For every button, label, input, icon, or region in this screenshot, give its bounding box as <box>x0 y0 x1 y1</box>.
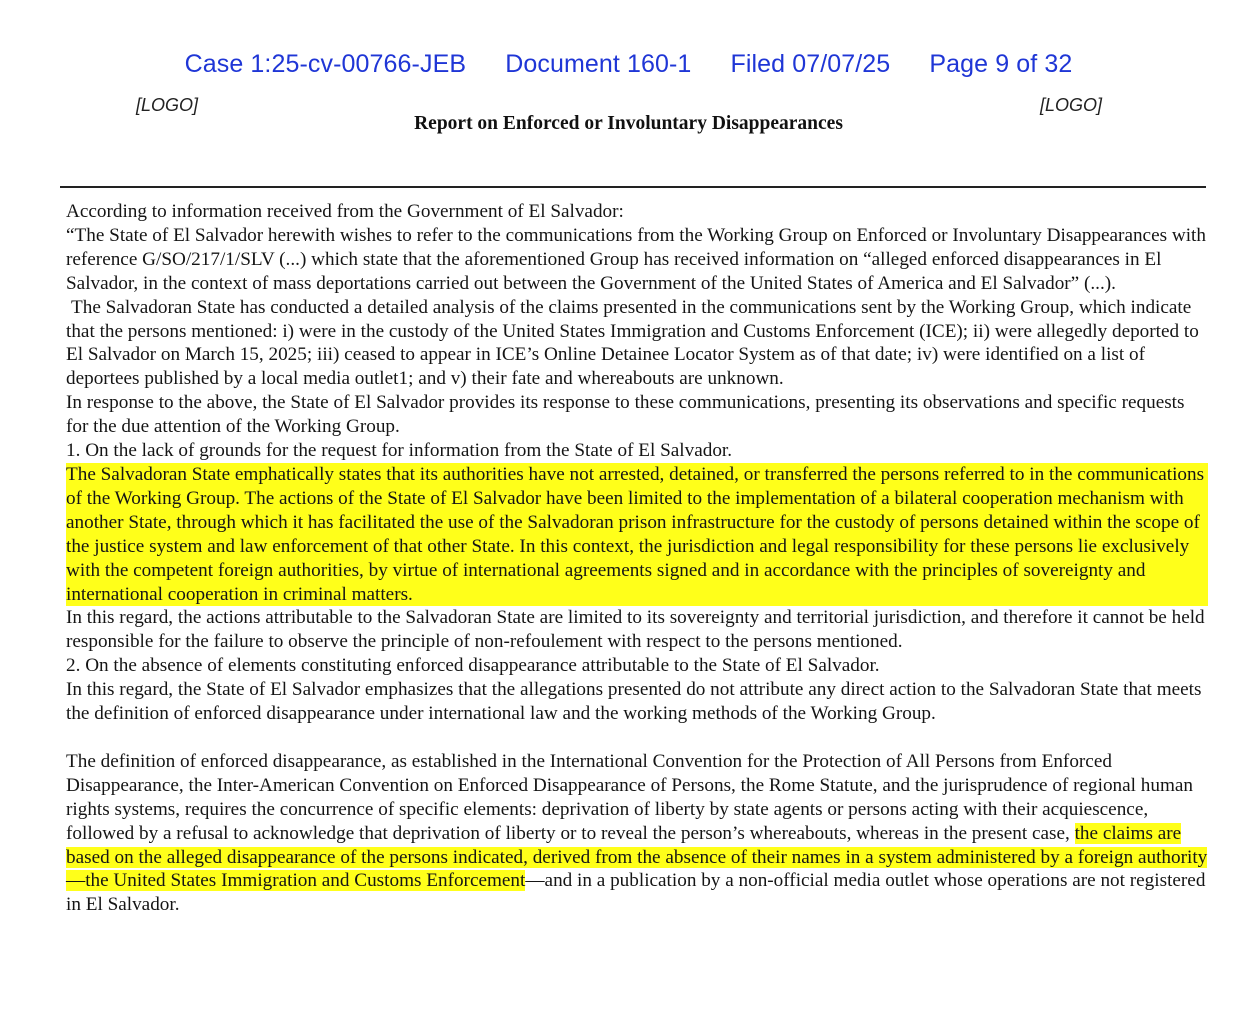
paragraph-quote: “The State of El Salvador herewith wishes to refer to the communications from the Working Group on Enforced or Involuntary Disappearances with reference G/SO/217/1/SLV (...) which state that the aforementioned Group has received information on “alleged enforced disappearances in El Salvador, in the context of mass deportations carried out between the Government of the United States of America and El Salvador” (...). <box>66 224 1206 294</box>
page-number: Page 9 of 32 <box>929 50 1073 78</box>
paragraph-response: In response to the above, the State of El Salvador provides its response to these communications, presenting its observations and specific requests for the due attention of the Working Group. <box>66 392 1185 438</box>
report-title: Report on Enforced or Involuntary Disappearances <box>414 113 843 134</box>
header-divider <box>60 186 1206 188</box>
section-heading-1: 1. On the lack of grounds for the request for information from the State of El Salvador. <box>66 440 733 462</box>
document-number: Document 160-1 <box>505 50 692 78</box>
logo-right: [LOGO] <box>1040 95 1103 115</box>
definition-text: The definition of enforced disappearance, as established in the International Convention for the Protection of All Persons from Enforced Disappearance, the Inter-American Convention on Enforced Disappearance of Persons, the Rome Statute, and the jurisprudence of regional human rights systems, requires the concurrence of specific elements: deprivation of liberty by state agents or persons acting with their acquiescence, followed by a refusal to acknowledge that deprivation of liberty or to reveal the person’s whereabouts, whereas in the present case, <box>66 750 1194 844</box>
case-number: Case 1:25-cv-00766-JEB <box>184 50 467 78</box>
section-heading-2: 2. On the absence of elements constituting enforced disappearance attributable to the State of El Salvador. <box>66 655 880 677</box>
paragraph-analysis: The Salvadoran State has conducted a detailed analysis of the claims presented in the communications sent by the Working Group, which indicate that the persons mentioned: i) were in the custody of the United States Immigration and Customs Enforcement (ICE); ii) were allegedly deported to El Salvador on March 15, 2025; iii) ceased to appear in ICE’s Online Detainee Locator System as of that date; iv) were identified on a list of deportees published by a local media outlet1; and v) their fate and whereabouts are unknown. <box>66 296 1199 390</box>
definition-tail: —and in a publication by a non-official media outlet whose operations are not registered in El Salvador. <box>66 870 1206 916</box>
highlighted-claim: the claims are based on the alleged disappearance of the persons indicated, derived from the absence of their names in a system administered by a foreign authority—the United States Immigration and Customs Enforcement <box>66 822 1208 892</box>
paragraph-definition <box>66 750 1208 917</box>
paragraph-intro: According to information received from the Government of El Salvador: <box>66 201 624 222</box>
case-header <box>0 50 1257 79</box>
document-body <box>66 200 1208 917</box>
highlighted-paragraph: The Salvadoran State emphatically states that its authorities have not arrested, detained, or transferred the persons referred to in the communications of the Working Group. The actions of the State of El Salvador have been limited to the implementation of a bilateral cooperation mechanism with another State, through which it has facilitated the use of the Salvadoran prison infrastructure for the custody of persons detained within the scope of the justice system and law enforcement of that other State. In this context, the jurisdiction and legal responsibility for these persons lie exclusively with the competent foreign authorities, by virtue of international agreements signed and in accordance with the principles of sovereignty and international cooperation in criminal matters. <box>66 463 1208 606</box>
paragraph-gap <box>66 726 1208 750</box>
filed-date: Filed 07/07/25 <box>730 50 891 78</box>
logo-left: [LOGO] <box>136 95 199 115</box>
paragraph-allegations: In this regard, the State of El Salvador emphasizes that the allegations presented do not attribute any direct action to the Salvadoran State that meets the definition of enforced disappearance under international law and the working methods of the Working Group. <box>66 679 1202 725</box>
paragraph-sovereignty: In this regard, the actions attributable to the Salvadoran State are limited to its sovereignty and territorial jurisdiction, and therefore it cannot be held responsible for the failure to observe the principle of non-refoulement with respect to the persons mentioned. <box>66 607 1205 653</box>
